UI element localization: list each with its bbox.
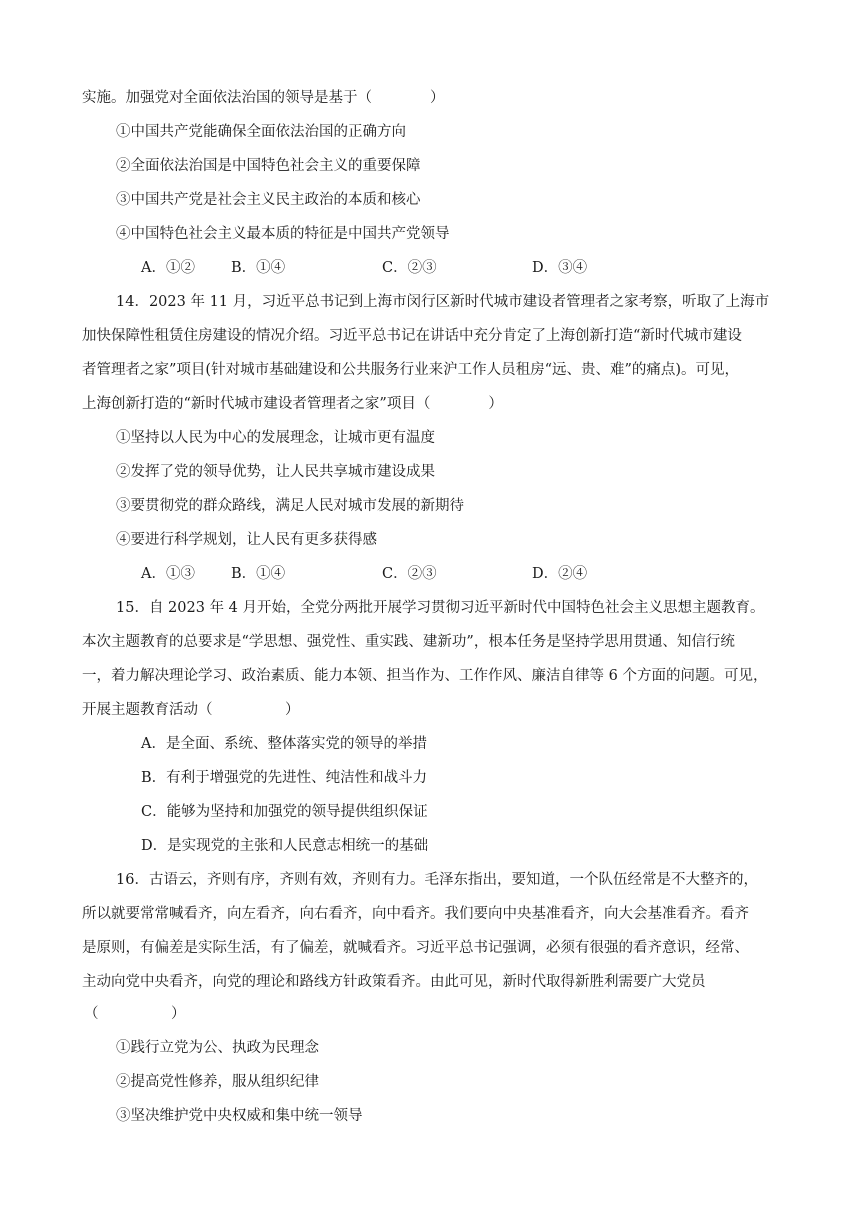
q16-item-1: ①践行立党为公、执政为民理念 — [116, 1040, 319, 1056]
q15-option-c: C．能够为坚持和加强党的领导提供组织保证 — [141, 804, 428, 820]
q13-item-3: ③中国共产党是社会主义民主政治的本质和核心 — [116, 192, 421, 208]
q13-option-c: C．②③ — [382, 260, 437, 276]
q14-option-c: C．②③ — [382, 566, 437, 582]
q13-option-b: B．①④ — [231, 260, 286, 276]
q14-stem-line-3: 者管理者之家”项目(针对城市基础建设和公共服务行业来沪工作人员租房“远、贵、难”的痛点)。可见， — [82, 362, 740, 378]
q13-item-2: ②全面依法治国是中国特色社会主义的重要保障 — [116, 158, 421, 174]
q14-item-2: ②发挥了党的领导优势，让人民共享城市建设成果 — [116, 464, 435, 480]
q13-option-a: A．①② — [141, 260, 195, 276]
q14-item-3: ③要贯彻党的群众路线，满足人民对城市发展的新期待 — [116, 498, 464, 514]
q16-stem-line-2: 所以就要常常喊看齐，向左看齐，向右看齐，向中看齐。我们要向中央基准看齐，向大会基准看齐。看齐 — [82, 906, 749, 922]
q13-item-4: ④中国特色社会主义最本质的特征是中国共产党领导 — [116, 226, 450, 242]
q14-option-b: B．①④ — [231, 566, 286, 582]
q15-option-b: B．有利于增强党的先进性、纯洁性和战斗力 — [141, 770, 428, 786]
q16-stem-line-1: 16．古语云，齐则有序，齐则有效，齐则有力。毛泽东指出，要知道，一个队伍经常是不大整齐的， — [116, 872, 758, 888]
q15-option-a: A．是全面、系统、整体落实党的领导的举措 — [141, 736, 427, 752]
q15-stem-line-1: 15．自 2023 年 4 月开始，全党分两批开展学习贯彻习近平新时代中国特色社会主义思想主题教育。 — [116, 600, 765, 616]
q15-option-d: D．是实现党的主张和人民意志相统一的基础 — [141, 838, 429, 854]
q14-stem-line-2: 加快保障性租赁住房建设的情况介绍。习近平总书记在讲话中充分肯定了上海创新打造“新时代城市建设 — [82, 328, 742, 344]
q15-stem-line-3: 一，着力解决理论学习、政治素质、能力本领、担当作为、工作作风、廉洁自律等 6 个方面的问题。可见， — [82, 668, 768, 684]
q16-item-2: ②提高党性修养，服从组织纪律 — [116, 1074, 319, 1090]
q14-option-a: A．①③ — [141, 566, 195, 582]
q13-item-1: ①中国共产党能确保全面依法治国的正确方向 — [116, 124, 406, 140]
q13-stem-tail: 实施。加强党对全面依法治国的领导是基于（ ） — [82, 90, 445, 106]
q14-item-1: ①坚持以人民为中心的发展理念，让城市更有温度 — [116, 430, 435, 446]
q14-item-4: ④要进行科学规划，让人民有更多获得感 — [116, 532, 377, 548]
q16-answer-blank: （ ） — [84, 1006, 186, 1022]
q16-stem-line-4: 主动向党中央看齐，向党的理论和路线方针政策看齐。由此可见，新时代取得新胜利需要广大党员 — [82, 974, 706, 990]
q15-stem-line-2: 本次主题教育的总要求是“学思想、强党性、重实践、建新功”，根本任务是坚持学思用贯通、知信行统 — [82, 634, 735, 650]
q15-stem-line-4: 开展主题教育活动（ ） — [82, 702, 300, 718]
q14-stem-line-1: 14．2023 年 11 月，习近平总书记到上海市闵行区新时代城市建设者管理者之家考察，听取了上海市 — [116, 294, 770, 310]
q16-stem-line-3: 是原则，有偏差是实际生活，有了偏差，就喊看齐。习近平总书记强调，必须有很强的看齐意识，经常、 — [82, 940, 749, 956]
q13-option-d: D．③④ — [532, 260, 588, 276]
q14-stem-line-4: 上海创新打造的“新时代城市建设者管理者之家”项目（ ） — [82, 396, 503, 412]
q16-item-3: ③坚决维护党中央权威和集中统一领导 — [116, 1108, 363, 1124]
q14-option-d: D．②④ — [532, 566, 588, 582]
